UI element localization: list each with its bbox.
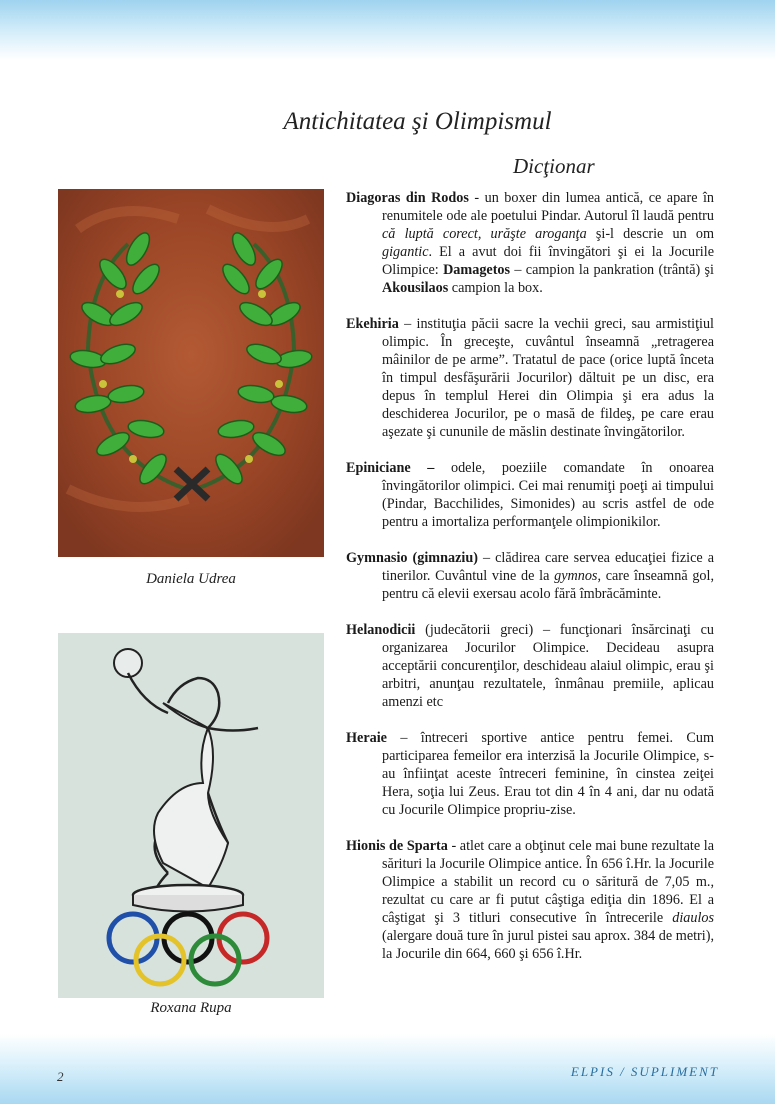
entry-term: Hionis de Sparta	[346, 838, 448, 854]
entry-term: Helanodicii	[346, 622, 416, 638]
entry-gymnasio: Gymnasio (gimnaziu) – clădirea care servea educaţiei fizice a tinerilor. Cuvântul vine de la gymnos, care înseamnă gol, pentru că elevii exersau acolo fără îmbrăcăminte.	[346, 550, 715, 602]
entry-term: Gymnasio (gimnaziu)	[346, 550, 478, 566]
laurel-wreath-image	[58, 189, 324, 557]
laurel-wreath-painting	[58, 189, 324, 557]
entry-term: Heraie	[346, 730, 387, 746]
discobolus-drawing	[58, 633, 324, 998]
entry-hionis: Hionis de Sparta - atlet care a obţinut cele mai bune rezultate la sărituri la Jocurile Olimpice antice. În 656 î.Hr. la Jocurile Olimpice a stabilit un record cu o săritură de 7,05 m., rezultat cu care ar fi putut câştiga ediţia din 1896. El a câştigat şi 3 titluri consecutive în întrecerile diaulos (alergare două ture în jurul pistei sau aprox. 384 de metri), la Jocurile din 664, 660 şi 656 î.Hr.	[346, 838, 715, 962]
entry-ekehiria: Ekehiria – instituţia păcii sacre la vechii greci, sau armistiţiul olimpic. În greceşte, cuvântul înseamnă „retragerea mâinilor de pe arme”. Tratatul de pace (orice luptă înceta în timpul desfăşurării Jocurilor) dăltuit pe un disc, era depus în templul Herei din Olimpia şi era adus la deschiderea Jocurilor, pe o masă de fildeş, pe care erau aşezate şi cununile de măslin destinate învingătorilor.	[346, 316, 714, 440]
page-title: Antichitatea şi Olimpismul	[283, 108, 552, 135]
dictionary-entries	[346, 189, 714, 981]
entry-term: Epiniciane –	[346, 460, 435, 476]
publication-name: ELPIS / SUPLIMENT	[570, 1064, 719, 1079]
entry-diagoras: Diagoras din Rodos - un boxer din lumea antică, ce apare în renumitele ode ale poetului Pindar. Autorul îl laudă pentru că luptă corect, urăşte aroganţa şi-l descrie un om gigantic. El a avut doi fii învingători şi ei la Jocurile Olimpice: Damagetos – campion la pankration (trântă) şi Akousilaos campion la box.	[346, 190, 715, 296]
entry-heraie: Heraie – întreceri sportive antice pentru femei. Cum participarea femeilor era interzisă la Jocurile Olimpice, s-au înfiinţat aceste întreceri feminine, în cinstea zeiţei Hera, soţia lui Zeus. Erau tot din 4 în 4 ani, dar nu odată cu Jocurile Olimpice propriu-zise.	[346, 730, 714, 818]
section-title: Dicţionar	[513, 154, 595, 178]
entry-helanodicii: Helanodicii (judecătorii greci) – funcţionari însărcinaţi cu organizarea Jocurilor Olimpice. Decideau asupra acceptării concurenţilor, deschideau alaiul olimpic, erau şi arbitri, anunţau rezultatele, înmânau premiile, aplicau amenzi etc	[346, 622, 714, 710]
wreath-caption: Daniela Udrea	[146, 571, 236, 587]
entry-term: Ekehiria	[346, 316, 399, 332]
top-gradient-band	[0, 0, 775, 60]
entry-epiniciane: Epiniciane – odele, poeziile comandate în onoarea învingătorilor olimpici. Cei mai renumiţi poeţi ai timpului (Pindar, Bacchilides, Simonides) au scris astfel de ode pentru a imortaliza performanţele olimpionikilor.	[346, 460, 714, 530]
entry-term: Diagoras din Rodos	[346, 190, 469, 206]
discobolus-image	[58, 633, 324, 998]
page-number: 2	[57, 1069, 64, 1084]
discus-caption: Roxana Rupa	[150, 1000, 232, 1016]
